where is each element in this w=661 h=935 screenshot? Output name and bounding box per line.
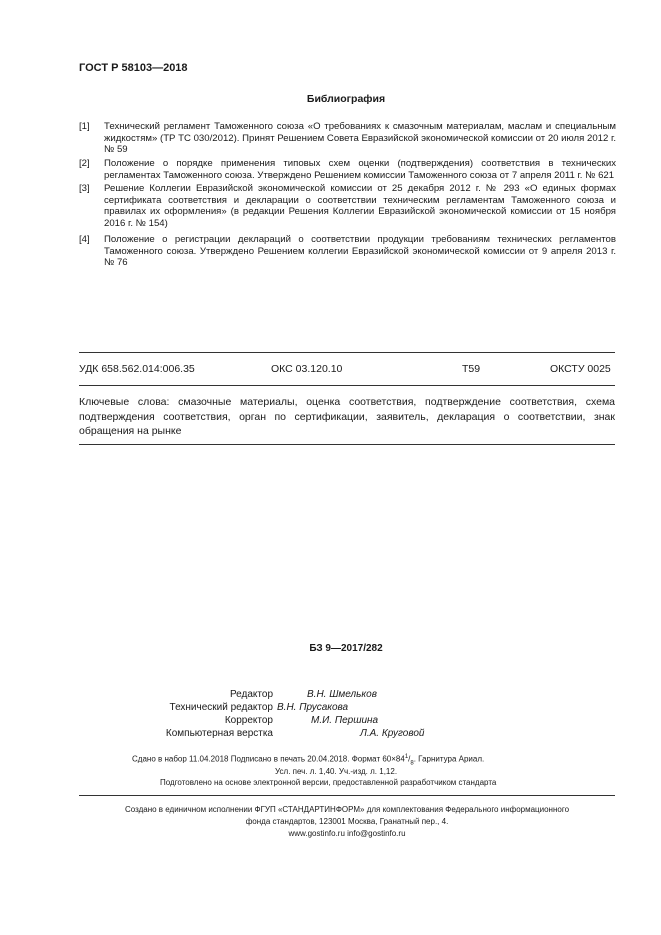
bibliography-item [79,121,616,156]
imprint-typeface: . Гарнитура Ариал. [413,754,485,764]
divider-keywords [79,444,615,445]
imprint-line-1: Сдано в набор 11.04.2018 Подписано в печать 20.04.2018. Формат $60\times 84^1/_8$. Гарнитура Ариал. [132,754,485,767]
divider-top [79,352,615,353]
staff-name: В.Н. Шмельков [307,689,377,700]
staff-role: Технический редактор [169,702,273,713]
publisher-footer [79,804,615,840]
bibliography-item [79,234,616,269]
document-code: ГОСТ Р 58103—2018 [79,62,188,74]
footer-links: www.gostinfo.ru info@gostinfo.ru [288,829,406,838]
staff-name: М.И. Першина [311,715,379,726]
staff-role: Компьютерная верстка [165,728,273,739]
divider-footer [79,795,615,796]
group-code: Т59 [462,363,481,375]
bibliography-item-text: Решение Коллегии Евразийской экономической комиссии от 25 декабря 2012 г. № 293 «О единых формах сертификата соответствия и декларации о соответствии техническим регламентам Таможенного союза и правилах их оформления» (в редакции Решения Коллегии Евразийской экономической комиссии от 15 ноября 2016 г. № 154) [104,183,616,229]
format-sub: 8 [410,760,414,767]
bibliography-item-number: [1] [79,121,90,132]
bibliography-item [79,158,616,181]
udk-code: УДК 658.562.014:006.35 [79,363,195,375]
bibliography-item-number: [3] [79,183,90,194]
staff-name: Л.А. Круговой [360,728,425,739]
imprint-line-3: Подготовлено на основе электронной версии, предоставленной разработчиком стандарта [160,778,497,787]
bibliography-item-number: [2] [79,158,90,169]
bibliography-item-text: Технический регламент Таможенного союза «О требованиях к смазочным материалам, маслам и специальным жидкостям» (ТР ТС 030/2012). Принят Решением Совета Евразийской экономической комиссии от 20 июля 2012 г. № 59 [104,121,616,155]
imprint-dates: Сдано в набор 11.04.2018 Подписано в печать 20.04.2018. Формат 60×84 [132,754,405,764]
staff-role: Корректор [224,715,273,726]
okstu-code: ОКСТУ 0025 [550,363,611,375]
footer-line-2: фонда стандартов, 123001 Москва, Гранатный пер., 4. [245,817,449,826]
imprint-line-2: Усл. печ. л. 1,40. Уч.-изд. л. 1,12. [275,767,398,776]
bibliography-item-number: [4] [79,234,90,245]
staff-row [0,715,661,727]
keywords-paragraph: Ключевые слова: смазочные материалы, оценка соответствия, подтверждение соответствия, схема подтверждения соответствия, орган по сертификации, заявитель, декларация о соответствии, знак обращения на рынке [79,396,615,437]
staff-row [0,702,661,714]
bz-number: БЗ 9—2017/282 [309,643,383,654]
staff-row [0,689,661,701]
bibliography-title: Библиография [306,93,386,105]
bibliography-item [79,183,616,229]
oks-code: ОКС 03.120.10 [271,363,343,375]
bibliography-item-text: Положение о регистрации деклараций о соответствии продукции требованиям технических регламентов Таможенного союза. Утверждено Решением коллегии Евразийской экономической комиссии от 9 апреля 2013 г. № 76 [104,234,616,268]
staff-role: Редактор [229,689,273,700]
footer-line-1: Создано в единичном исполнении ФГУП «СТАНДАРТИНФОРМ» для комплектования Федерального информационного [124,805,570,814]
bibliography-item-text: Положение о порядке применения типовых схем оценки (подтверждения) соответствия в технических регламентах Таможенного союза. Утверждено Решением комиссии Таможенного союза от 7 апреля 2011 г. № 621 [104,158,616,181]
staff-row [0,728,661,740]
staff-name: В.Н. Прусакова [277,702,349,713]
format-sup: 1 [404,754,409,760]
divider-classification [79,385,615,386]
